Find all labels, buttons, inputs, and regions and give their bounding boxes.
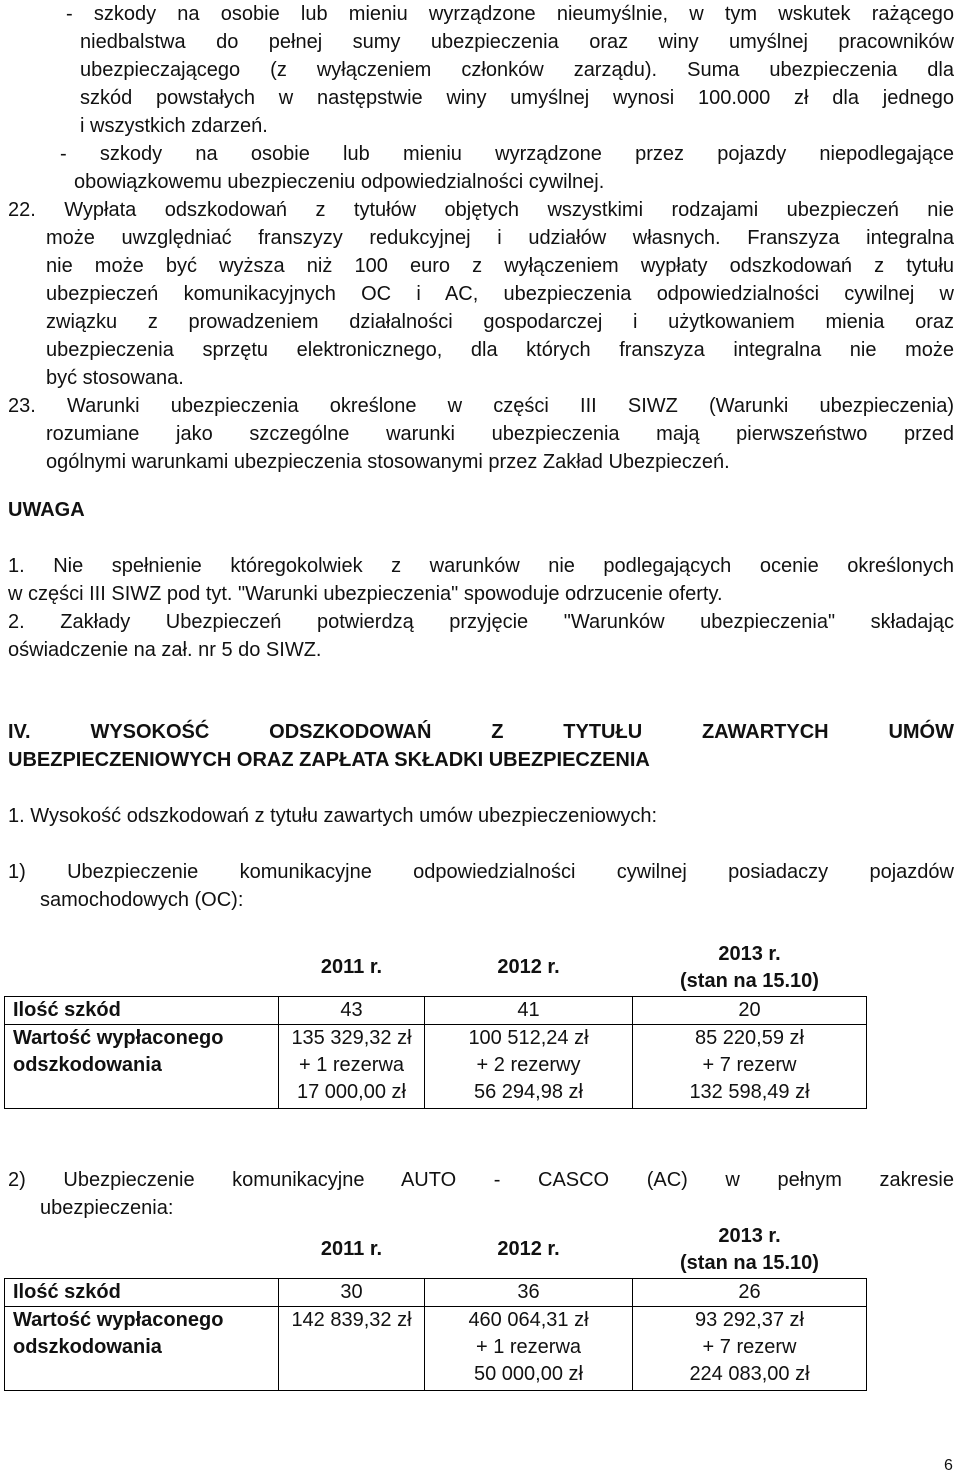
item-22-line: ubezpieczeń komunikacyjnych OC i AC, ubezpieczenia odpowiedzialności cywilnej w [46,283,954,305]
item-22-line: może uwzględniać franszyzy redukcyjnej i udziałów własnych. Franszyza integralna [46,227,954,249]
intro-line: szkód powstałych w następstwie winy umyślnej wynosi 100.000 zł dla jednego [80,87,954,109]
year-header: 2013 r. (stan na 15.10) [633,1222,867,1278]
page-number: 6 [944,1457,953,1474]
item-22-line: 22. Wypłata odszkodowań z tytułów objętych wszystkimi rodzajami ubezpieczeń nie [8,199,954,221]
item-22-line: ubezpieczenia sprzętu elektronicznego, dla których franszyza integralna nie może [46,339,954,361]
intro-line: - szkody na osobie lub mieniu wyrządzone nieumyślnie, w tym wskutek rażącego [66,3,954,25]
paid-value: 93 292,37 zł + 7 rezerw 224 083,00 zł [633,1306,867,1390]
oc-table [4,940,867,1109]
section-iv-heading-cont: UBEZPIECZENIOWYCH ORAZ ZAPŁATA SKŁADKI UBEZPIECZENIA [8,749,650,771]
year-note: (stan na 15.10) [680,1251,819,1274]
claims-count: 41 [425,996,633,1024]
intro-line: - szkody na osobie lub mieniu wyrządzone przez pojazdy niepodlegające [60,143,954,165]
ac-title-cont: ubezpieczenia: [40,1197,174,1219]
uwaga-line: w części III SIWZ pod tyt. "Warunki ubezpieczenia" spowoduje odrzucenie oferty. [8,583,723,605]
ac-title: 2) Ubezpieczenie komunikacyjne AUTO - CASCO (AC) w pełnym zakresie [8,1169,954,1191]
row-label: Wartość wypłaconego odszkodowania [5,1306,279,1390]
paid-value: 100 512,24 zł + 2 rezerwy 56 294,98 zł [425,1024,633,1108]
paid-value: 460 064,31 zł + 1 rezerwa 50 000,00 zł [425,1306,633,1390]
uwaga-line: 1. Nie spełnienie któregokolwiek z warunków nie podlegających ocenie określonych [8,555,954,577]
claims-count: 20 [633,996,867,1024]
row-label: Ilość szkód [5,996,279,1024]
year-header: 2013 r. (stan na 15.10) [633,940,867,996]
oc-title-cont: samochodowych (OC): [40,889,244,911]
row-label: Wartość wypłaconego odszkodowania [5,1024,279,1108]
uwaga-line: 2. Zakłady Ubezpieczeń potwierdzą przyjęcie "Warunków ubezpieczenia" składając [8,611,954,633]
intro-line: i wszystkich zdarzeń. [80,115,268,137]
item-22-line: być stosowana. [46,367,184,389]
year-header: 2011 r. [320,956,383,979]
intro-line: niedbalstwa do pełnej sumy ubezpieczenia oraz winy umyślnej pracowników [80,31,954,53]
row-label: Ilość szkód [5,1278,279,1306]
claims-count: 43 [279,996,425,1024]
section-iv-heading: IV. WYSOKOŚĆ ODSZKODOWAŃ Z TYTUŁU ZAWARTYCH UMÓW [8,721,954,743]
intro-line: ubezpieczającego (z wyłączeniem członków zarządu). Suma ubezpieczenia dla [80,59,954,81]
item-23-line: ogólnymi warunkami ubezpieczenia stosowanymi przez Zakład Ubezpieczeń. [46,451,730,473]
year-header: 2012 r. [497,1238,560,1261]
oc-title: 1) Ubezpieczenie komunikacyjne odpowiedzialności cywilnej posiadaczy pojazdów [8,861,954,883]
paid-value: 135 329,32 zł + 1 rezerwa 17 000,00 zł [279,1024,425,1108]
ac-table [4,1222,867,1391]
section-iv-point-1: 1. Wysokość odszkodowań z tytułu zawartych umów ubezpieczeniowych: [8,805,658,827]
item-22-line: związku z prowadzeniem działalności gospodarczej i użytkowaniem mienia oraz [46,311,954,333]
item-23-line: rozumiane jako szczególne warunki ubezpieczenia mają pierwszeństwo przed [46,423,954,445]
claims-count: 26 [633,1278,867,1306]
paid-value: 85 220,59 zł + 7 rezerw 132 598,49 zł [633,1024,867,1108]
uwaga-line: oświadczenie na zał. nr 5 do SIWZ. [8,639,322,661]
year-note: (stan na 15.10) [680,969,819,992]
item-23-line: 23. Warunki ubezpieczenia określone w części III SIWZ (Warunki ubezpieczenia) [8,395,954,417]
claims-count: 36 [425,1278,633,1306]
paid-value: 142 839,32 zł [279,1306,425,1390]
uwaga-heading: UWAGA [8,499,85,521]
year-header: 2012 r. [497,956,560,979]
intro-line: obowiązkowemu ubezpieczeniu odpowiedzialności cywilnej. [74,171,605,193]
claims-count: 30 [279,1278,425,1306]
item-22-line: nie może być wyższa niż 100 euro z wyłączeniem wypłaty odszkodowań z tytułu [46,255,954,277]
year-header: 2011 r. [320,1238,383,1261]
